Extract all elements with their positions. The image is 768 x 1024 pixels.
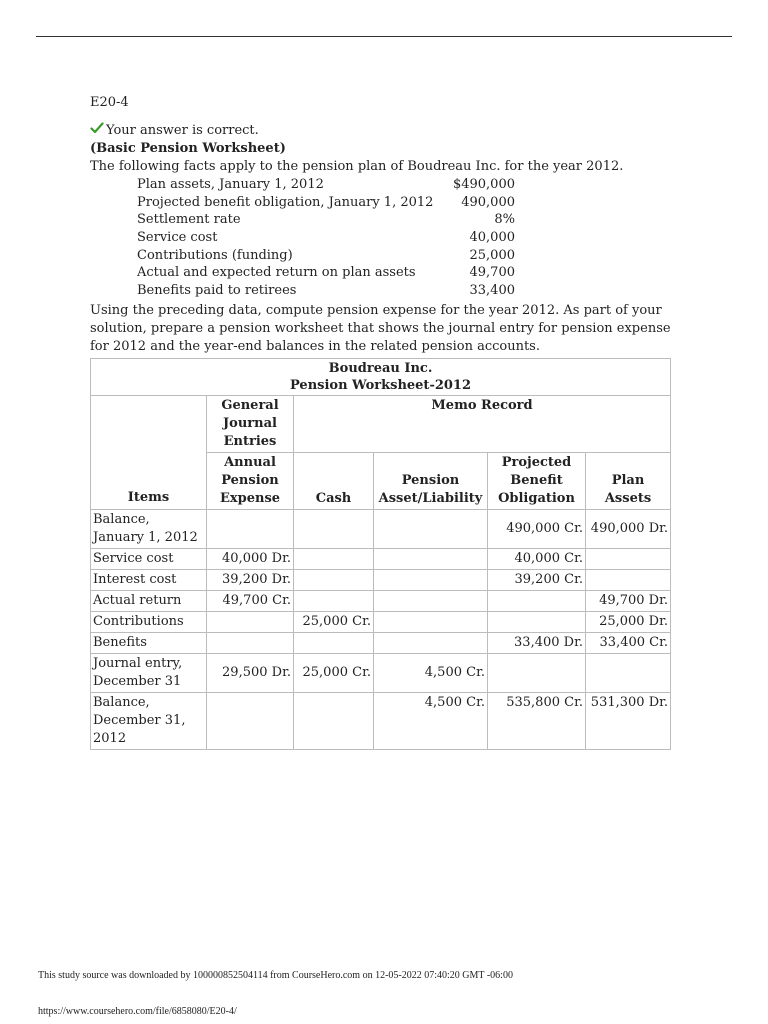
fact-value: 49,700 — [469, 265, 515, 281]
value-cell — [374, 548, 488, 569]
fact-value: 40,000 — [469, 230, 515, 246]
problem-heading: (Basic Pension Worksheet) — [90, 141, 286, 156]
row-label-cell: Balance, January 1, 2012 — [91, 509, 207, 548]
value-cell — [586, 548, 671, 569]
col-header-pension-expense: Annual Pension Expense — [207, 452, 294, 509]
value-cell: 4,500 Cr. — [374, 692, 488, 749]
table-row — [91, 548, 671, 569]
fact-label: Settlement rate — [137, 212, 241, 228]
exercise-id: E20-4 — [90, 95, 129, 110]
table-row — [91, 632, 671, 653]
table-row — [91, 590, 671, 611]
group-header-general-journal: General Journal Entries — [207, 395, 294, 452]
value-cell — [374, 590, 488, 611]
row-label-cell: Journal entry, December 31 — [91, 653, 207, 692]
row-label-cell: Balance, December 31, 2012 — [91, 692, 207, 749]
company-name: Boudreau Inc. — [328, 360, 433, 376]
value-cell — [207, 692, 294, 749]
row-label-cell: Service cost — [91, 548, 207, 569]
worksheet-title-cell — [91, 358, 671, 395]
value-cell: 25,000 Cr. — [294, 611, 374, 632]
fact-row — [137, 247, 515, 265]
instructions-text: Using the preceding data, compute pension expense for the year 2012. As part of your solution, prepare a pension worksheet that shows the journal entry for pension expense for 2012 and the year-end balances in the related pension accounts. — [90, 302, 671, 354]
value-cell — [374, 611, 488, 632]
intro-text: The following facts apply to the pension plan of Boudreau Inc. for the year 2012. — [90, 159, 624, 174]
fact-row — [137, 229, 515, 247]
value-cell — [374, 569, 488, 590]
status-text: Your answer is correct. — [106, 123, 259, 138]
fact-row — [137, 176, 515, 194]
value-cell: 40,000 Dr. — [207, 548, 294, 569]
source-url: https://www.coursehero.com/file/6858080/E20-4/ — [38, 1006, 237, 1017]
value-cell: 535,800 Cr. — [488, 692, 586, 749]
value-cell — [586, 653, 671, 692]
value-cell: 33,400 Cr. — [586, 632, 671, 653]
value-cell: 39,200 Dr. — [207, 569, 294, 590]
fact-row — [137, 264, 515, 282]
col-header-pbo: Projected Benefit Obligation — [488, 452, 586, 509]
col-header-items: Items — [91, 395, 207, 509]
value-cell — [207, 611, 294, 632]
value-cell — [294, 548, 374, 569]
col-header-plan-assets: Plan Assets — [586, 452, 671, 509]
value-cell — [374, 509, 488, 548]
value-cell: 490,000 Cr. — [488, 509, 586, 548]
fact-label: Projected benefit obligation, January 1, 2012 — [137, 194, 434, 210]
value-cell: 29,500 Dr. — [207, 653, 294, 692]
value-cell: 25,000 Dr. — [586, 611, 671, 632]
row-label-cell: Interest cost — [91, 569, 207, 590]
table-row — [91, 653, 671, 692]
facts-list — [137, 176, 515, 300]
worksheet-body — [91, 509, 671, 749]
row-label-cell: Benefits — [91, 632, 207, 653]
value-cell — [374, 632, 488, 653]
row-label-cell: Contributions — [91, 611, 207, 632]
fact-row — [137, 282, 515, 300]
value-cell: 490,000 Dr. — [586, 509, 671, 548]
fact-value: 490,000 — [461, 194, 515, 210]
value-cell — [488, 653, 586, 692]
table-row — [91, 569, 671, 590]
value-cell: 49,700 Cr. — [207, 590, 294, 611]
fact-label: Contributions (funding) — [137, 247, 293, 263]
fact-value: 8% — [494, 212, 515, 228]
table-row — [91, 692, 671, 749]
value-cell: 531,300 Dr. — [586, 692, 671, 749]
value-cell — [207, 509, 294, 548]
value-cell: 39,200 Cr. — [488, 569, 586, 590]
value-cell — [294, 590, 374, 611]
value-cell — [488, 590, 586, 611]
col-header-cash: Cash — [294, 452, 374, 509]
value-cell — [294, 632, 374, 653]
checkmark-icon — [90, 121, 104, 135]
download-notice: This study source was downloaded by 100000852504114 from CourseHero.com on 12-05-2022 07:40:20 GMT -06:00 — [38, 970, 513, 981]
fact-label: Actual and expected return on plan assets — [137, 265, 416, 281]
value-cell — [294, 569, 374, 590]
value-cell: 40,000 Cr. — [488, 548, 586, 569]
pension-worksheet — [90, 358, 671, 750]
fact-row — [137, 211, 515, 229]
fact-value: 25,000 — [469, 247, 515, 263]
value-cell — [488, 611, 586, 632]
fact-label: Plan assets, January 1, 2012 — [137, 177, 324, 192]
answer-status — [90, 122, 680, 140]
value-cell — [586, 569, 671, 590]
value-cell — [207, 632, 294, 653]
value-cell — [294, 692, 374, 749]
fact-label: Benefits paid to retirees — [137, 283, 297, 299]
document-body — [90, 94, 680, 750]
fact-label: Service cost — [137, 230, 218, 246]
table-row — [91, 509, 671, 548]
value-cell — [294, 509, 374, 548]
top-rule — [36, 36, 732, 37]
value-cell: 4,500 Cr. — [374, 653, 488, 692]
value-cell: 25,000 Cr. — [294, 653, 374, 692]
worksheet-title: Pension Worksheet-2012 — [290, 377, 472, 393]
value-cell: 33,400 Dr. — [488, 632, 586, 653]
row-label-cell: Actual return — [91, 590, 207, 611]
group-header-memo-record: Memo Record — [294, 395, 671, 452]
value-cell: 49,700 Dr. — [586, 590, 671, 611]
fact-value: $490,000 — [452, 177, 515, 192]
col-header-pension-asset-liability: Pension Asset/Liability — [374, 452, 488, 509]
fact-value: 33,400 — [469, 283, 515, 299]
fact-row — [137, 194, 515, 212]
table-row — [91, 611, 671, 632]
